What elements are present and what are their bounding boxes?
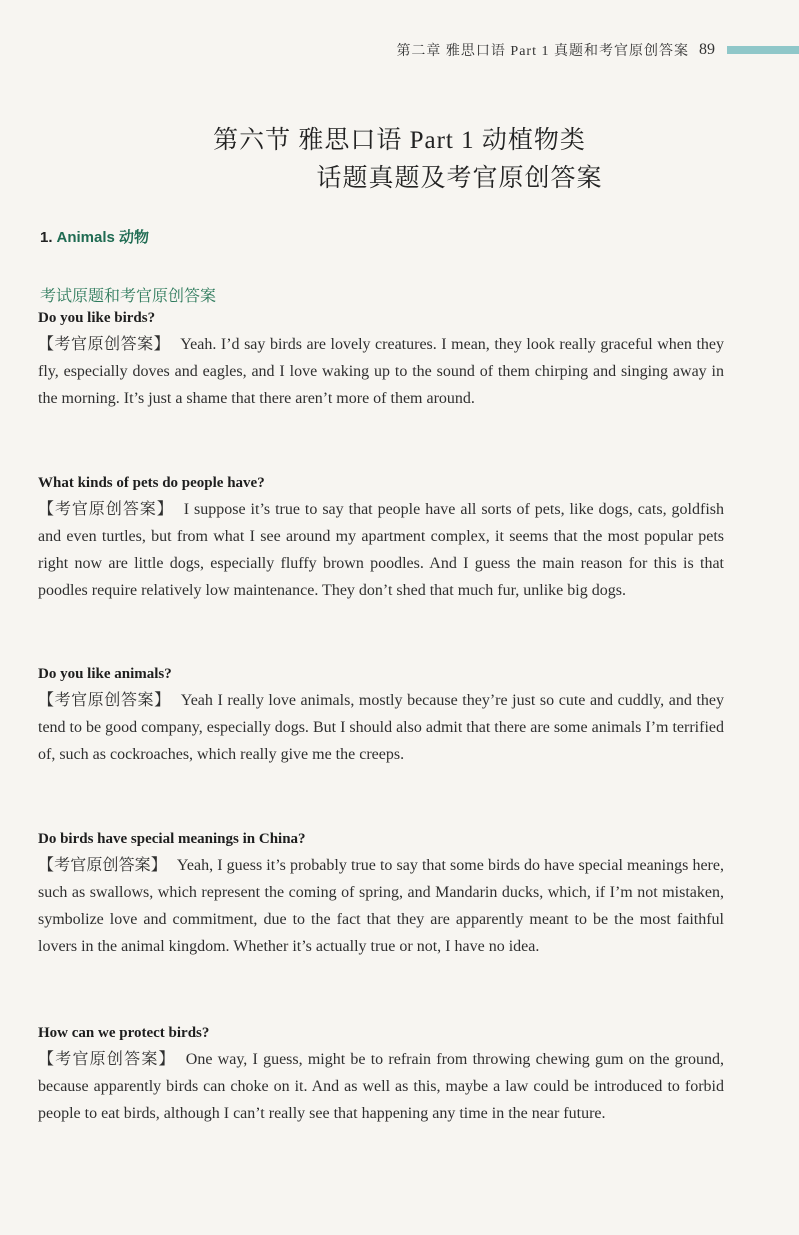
header-accent-bar bbox=[727, 46, 799, 54]
answer-tag: 【考官原创答案】 bbox=[38, 501, 174, 518]
answer-text: Yeah, I guess it’s probably true to say that some birds do have special meanings here, such as swallows, which represent the coming of spring, and Mandarin ducks, which, if I’m not mistaken, symbolize love and commitment, due to the fact that they are apparently meant to be the most faithful lovers in the animal kingdom. Whether it’s actually true or not, I have no idea. bbox=[38, 857, 724, 955]
running-head bbox=[396, 40, 799, 60]
running-head-title: 第二章 雅思口语 Part 1 真题和考官原创答案 bbox=[396, 44, 689, 59]
question: Do you like animals? bbox=[38, 666, 172, 682]
question: Do you like birds? bbox=[38, 310, 156, 326]
answer bbox=[38, 1046, 724, 1127]
page-title-line-2: 话题真题及考官原创答案 bbox=[316, 165, 603, 192]
question: Do birds have special meanings in China? bbox=[38, 831, 306, 847]
section-label: Animals 动物 bbox=[56, 229, 150, 246]
answer-tag: 【考官原创答案】 bbox=[38, 1051, 176, 1068]
answer-tag: 【考官原创答案】 bbox=[38, 336, 171, 353]
section-number: 1. bbox=[40, 229, 53, 246]
qa-item-2 bbox=[38, 475, 724, 604]
question: What kinds of pets do people have? bbox=[38, 475, 265, 491]
answer-text: Yeah. I’d say birds are lovely creatures. I mean, they look really graceful when they fly, especially doves and eagles, and I love waking up to the sound of them chirping and singing away in the morning. It’s just a shame that there aren’t more of them around. bbox=[38, 336, 724, 407]
section-heading bbox=[40, 226, 149, 247]
question: How can we protect birds? bbox=[38, 1025, 210, 1041]
answer bbox=[38, 687, 724, 768]
answer bbox=[38, 496, 724, 604]
answer bbox=[38, 852, 724, 960]
qa-item-5 bbox=[38, 1025, 724, 1127]
answer-text: I suppose it’s true to say that people have all sorts of pets, like dogs, cats, goldfish and even turtles, but from what I see around my apartment complex, it seems that the most popular pets right now are little dogs, especially fluffy brown poodles. And I guess the main reason for this is that poodles require relatively low maintenance. They don’t shed that much fur, unlike big dogs. bbox=[38, 501, 724, 599]
answer bbox=[38, 331, 724, 412]
page-number: 89 bbox=[699, 41, 715, 58]
qa-item-3 bbox=[38, 666, 724, 768]
page-title-line-1: 第六节 雅思口语 Part 1 动植物类 bbox=[213, 127, 586, 154]
subheading: 考试原题和考官原创答案 bbox=[40, 288, 217, 305]
answer-text: One way, I guess, might be to refrain from throwing chewing gum on the ground, because apparently birds can choke on it. And as well as this, maybe a law could be introduced to forbid people to eat birds, although I can’t really see that happening any time in the near future. bbox=[38, 1051, 724, 1122]
qa-item-1 bbox=[38, 310, 724, 412]
qa-item-4 bbox=[38, 831, 724, 960]
answer-tag: 【考官原创答案】 bbox=[38, 857, 167, 874]
answer-text: Yeah I really love animals, mostly because they’re just so cute and cuddly, and they tend to be good company, especially dogs. But I should also admit that there are some animals I’m terrified of, such as cockroaches, which really give me the creeps. bbox=[38, 692, 724, 763]
answer-tag: 【考官原创答案】 bbox=[38, 692, 171, 709]
